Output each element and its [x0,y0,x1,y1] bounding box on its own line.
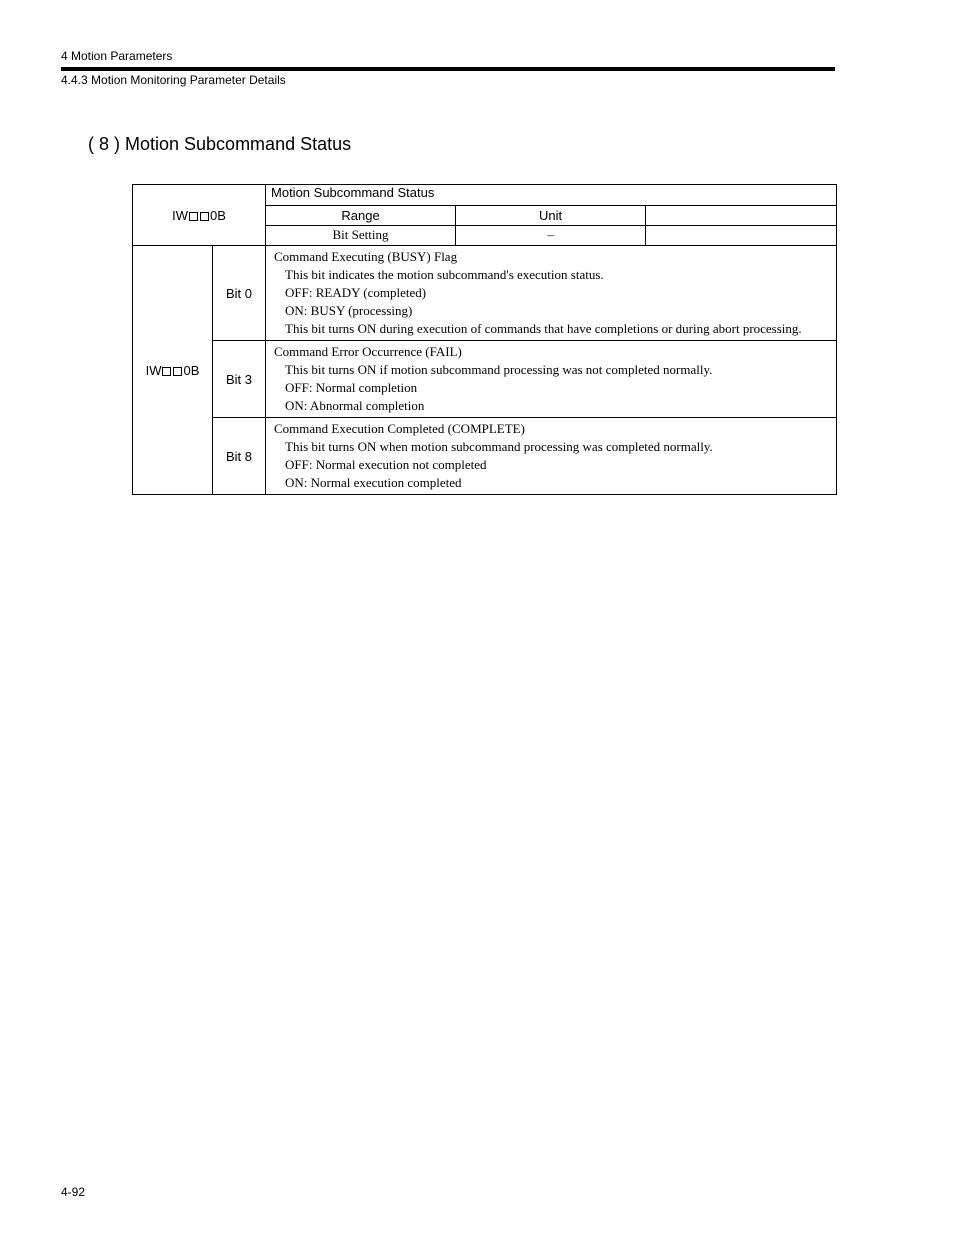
bit-line: OFF: Normal completion [285,380,418,395]
extra-value [646,225,837,245]
bit-line: ON: Normal execution completed [285,475,462,490]
bit-title: Command Error Occurrence (FAIL) [274,344,462,359]
bit-description [266,341,837,418]
bit-line: This bit turns ON during execution of commands that have completions or during abort processing. [285,321,802,336]
bit-line: OFF: READY (completed) [285,285,427,300]
bit-line: ON: Abnormal completion [285,398,425,413]
section-title: ( 8 ) Motion Subcommand Status [88,134,352,154]
bit-line: OFF: Normal execution not completed [285,457,487,472]
register-prefix: IW [172,207,188,223]
unit-value: – [456,225,646,245]
bit-label: Bit 8 [213,418,266,495]
bit-line: ON: BUSY (processing) [285,303,413,318]
bit-row [133,246,837,341]
bit-line: This bit turns ON when motion subcommand processing was completed normally. [285,439,713,454]
empty-square-icon [162,367,171,376]
bit-line: This bit indicates the motion subcommand's execution status. [285,267,604,282]
bit-row [133,418,837,495]
bit-title: Command Execution Completed (COMPLETE) [274,421,525,436]
bit-title: Command Executing (BUSY) Flag [274,249,458,264]
range-value: Bit Setting [266,225,456,245]
page-number: 4-92 [61,1185,86,1199]
register-number [133,185,266,246]
empty-square-icon [173,367,182,376]
register-prefix: IW [145,362,162,378]
bit-description [266,418,837,495]
parameter-table [132,184,837,495]
unit-header: Unit [456,206,646,225]
bit-description [266,246,837,341]
register-number-repeat [133,246,213,495]
bit-label: Bit 0 [213,246,266,341]
empty-square-icon [200,212,209,221]
bit-label: Bit 3 [213,341,266,418]
bit-line: This bit turns ON if motion subcommand processing was not completed normally. [285,362,713,377]
extra-header [646,206,837,225]
range-header: Range [266,206,456,225]
bit-row [133,341,837,418]
register-suffix: 0B [210,207,226,223]
header-divider [61,67,835,71]
empty-square-icon [189,212,198,221]
chapter-header: 4 Motion Parameters [61,49,173,63]
register-suffix: 0B [183,362,200,378]
section-header: 4.4.3 Motion Monitoring Parameter Details [61,73,286,87]
parameter-name: Motion Subcommand Status [266,185,837,206]
